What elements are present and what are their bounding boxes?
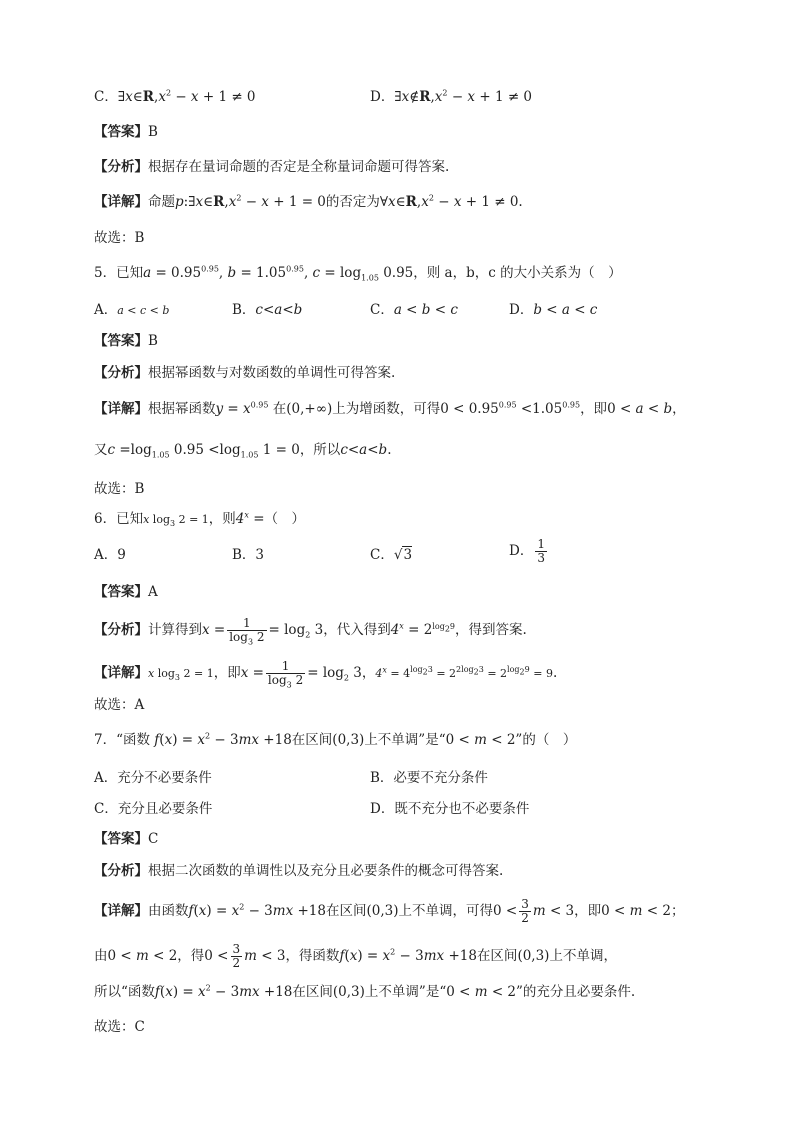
q5-stem: 5．已知$a = 0.95^{0.95}$, $b = 1.05^{0.95}$, $c = \log_{1.05} 0.95$，则 a，b，c 的大小关系为（ ） [94, 264, 622, 283]
q7-choose: 故选：C [94, 1019, 145, 1035]
q6-option-b: B．3 [232, 547, 265, 563]
q4-option-d-math: $\exists x\notin R,x^2 - x + 1 \ne 0$ [394, 88, 533, 105]
q5-option-d: D．b < a < c [509, 302, 598, 318]
q4-analysis: 【分析】根据存在量词命题的否定是全称量词命题可得答案. [94, 159, 450, 175]
q4-option-d: D．$\exists x\notin R,x^2 - x + 1 \ne 0$ [370, 88, 533, 105]
q7-analysis: 【分析】根据二次函数的单调性以及充分且必要条件的概念可得答案. [94, 863, 504, 879]
q7-stem: 7．“函数 $f(x) = x^2 - 3mx +18$在区间(0,3)上不单调”是“0 < m < 2”的（ ） [94, 731, 577, 748]
q6-option-a: A．9 [94, 547, 126, 563]
q5-analysis: 【分析】根据幂函数与对数函数的单调性可得答案. [94, 365, 396, 381]
q6-choose: 故选：A [94, 697, 145, 713]
q6-stem: 6．已知x $\log_3 2 = 1$，则4$^x$ =（ ） [94, 510, 306, 529]
q7-option-a: A．充分不必要条件 [94, 770, 212, 786]
q5-detail-line1: 【详解】根据幂函数$y = x^{0.95}$ 在(0,+∞)上为增函数，可得$0 < 0.95^{0.95} <1.05^{0.95}$，即0 < a < b， [94, 400, 686, 417]
q7-detail-line1: 【详解】由函数$f(x) = x^2 - 3mx +18$在区间(0,3)上不单调，可得0 < $\frac{3}{2}$ m < 3，即0 < m < 2； [94, 897, 685, 925]
q6-option-d: D． $\frac{1}{3}$ [509, 537, 545, 565]
q6-answer: 【答案】A [94, 584, 158, 600]
q4-option-c: C．$\exists x\in R,x^2 - x + 1 \ne 0$ [94, 88, 256, 105]
q4-option-c-math: $\exists x\in R,x^2 - x + 1 \ne 0$ [117, 88, 256, 105]
q6-option-c: C．√3 [370, 547, 413, 563]
q7-detail-line3: 所以“函数$f(x) = x^2 - 3mx +18$在区间(0,3)上不单调”是“0 < m < 2”的充分且必要条件. [94, 983, 636, 1000]
q5-detail-line2: 又$c =\log_{1.05}$ $0.95 <\log_{1.05}$ 1 = 0，所以c<a<b. [94, 442, 392, 460]
q7-detail-line2: 由0 < m < 2，得0 < $\frac{3}{2}$ m < 3，得函数$f(x) = x^2 - 3mx +18$在区间(0,3)上不单调， [94, 942, 617, 970]
q4-detail: 【详解】命题$p:\exists x\in R,x^2 - x + 1 = 0$的否定为$\forall x\in R,x^2 - x + 1 \ne 0$. [94, 193, 523, 210]
q4-answer: 【答案】B [94, 124, 158, 140]
q6-detail: 【详解】x $\log_3 2 = 1$，即x = $\frac{1}{\log_3 2}$ = $\log_2 3$，$4^x = 4^{log_23} = 2^{2log_23} = 2^{log_29} = 9$. [94, 659, 558, 690]
q7-option-c: C．充分且必要条件 [94, 801, 213, 817]
q5-option-b: B．c<a<b [232, 302, 303, 318]
q5-answer: 【答案】B [94, 333, 158, 349]
q7-answer: 【答案】C [94, 831, 159, 847]
q5-option-a: A．a < c < b [94, 302, 170, 318]
q7-option-b: B．必要不充分条件 [370, 770, 488, 786]
q4-choose: 故选：B [94, 230, 145, 246]
q5-choose: 故选：B [94, 481, 145, 497]
q6-analysis: 【分析】计算得到x = $\frac{1}{\log_3 2}$ = $\log_2 3$，代入得到$4^x = 2^{log_29}$，得到答案. [94, 616, 527, 647]
q7-option-d: D．既不充分也不必要条件 [370, 801, 530, 817]
q5-option-c: C．a < b < c [370, 302, 458, 318]
